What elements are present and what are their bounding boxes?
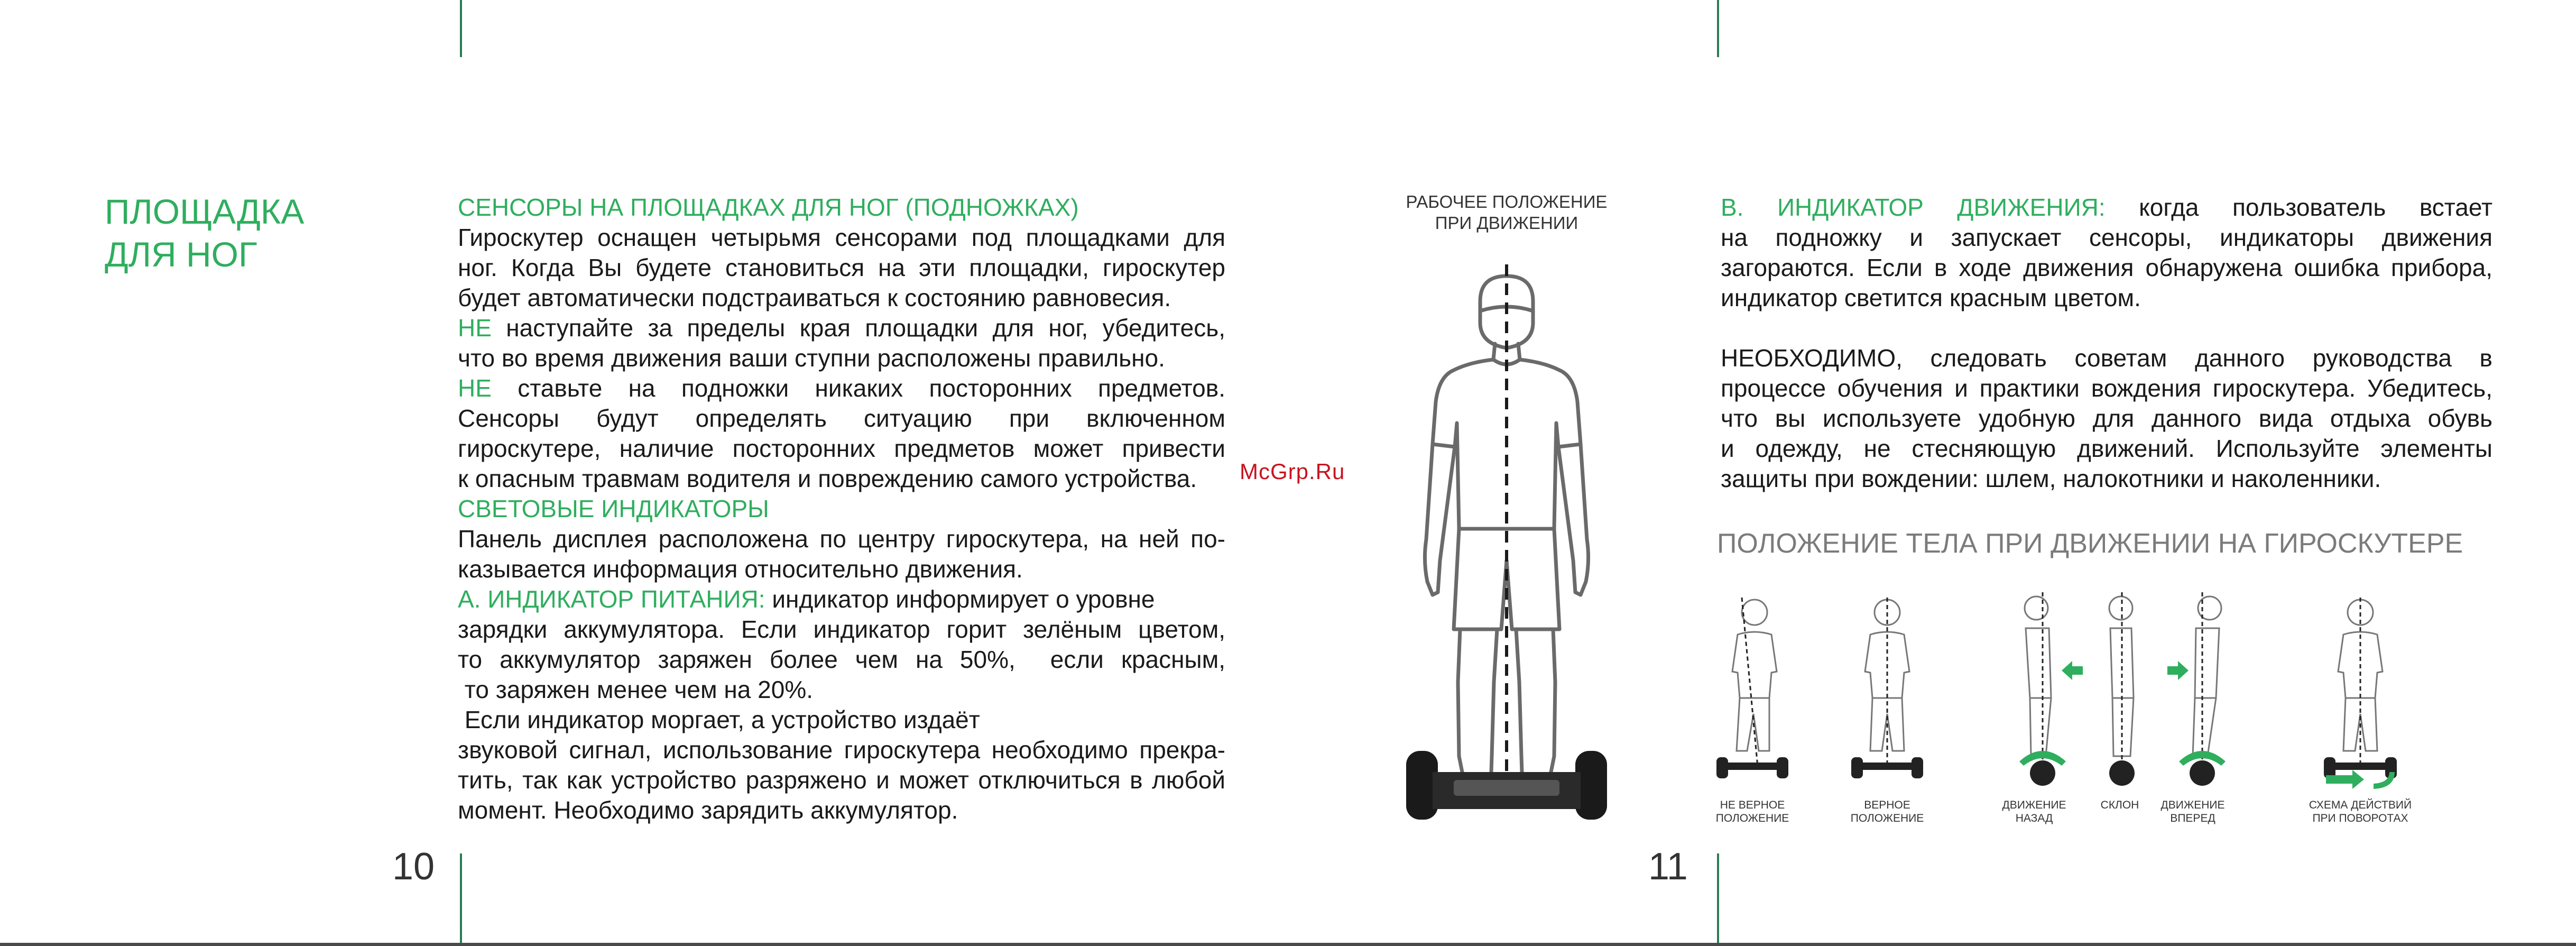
pose-correct-position-figure [1845,592,1929,793]
pose-label-line2: ПРИ ПОВОРОТАХ [2312,812,2408,824]
power-line: момент. Необходимо зарядить аккумулятор. [458,796,958,824]
sensors-title: СЕНСОРЫ НА ПЛОЩАДКАХ ДЛЯ НОГ (ПОДНОЖКАХ) [458,194,1079,221]
power-line: тить, так как устройство разряжено и может отключиться в любой [458,766,1225,794]
pose-label-line2: НАЗАД [2015,812,2053,824]
motion-line: на подножку и запускает сенсоры, индикаторы движения [1721,224,2492,251]
required-line: и одежду, не стесняющую движений. Используйте элементы [1721,435,2492,462]
power-line: зарядки аккумулятора. Если индикатор горит зелёным цветом, [458,616,1225,643]
sensors-line: будет автоматически подстраиваться к состоянию равновесия. [458,284,1171,311]
page-title-line2: ДЛЯ НОГ [105,234,257,274]
top-rule-left [460,0,462,57]
pose-turning-scheme-figure [2315,592,2405,793]
indicators-title: СВЕТОВЫЕ ИНДИКАТОРЫ [458,495,769,522]
required-line: НЕОБХОДИМО, следовать советам данного руководства в [1721,344,2492,372]
power-line: то аккумулятор заряжен более чем на 50%, если красным, [458,646,1225,673]
required-line: что вы используете удобную для данного вида отдыха обувь [1721,405,2492,432]
warning-2-line: Сенсоры будут определять ситуацию при включенном [458,405,1225,432]
warning-1 [458,313,1225,343]
pose-label-line1: ДВИЖЕНИЕ [2002,799,2066,811]
pose-label-line1: ДВИЖЕНИЕ [2160,799,2225,811]
spacer [1721,313,2492,343]
left-text-column [458,192,1225,825]
power-indicator [458,584,1225,614]
warning-1-text: наступайте за пределы края площадки для ног, убедитесь, [491,314,1225,342]
arrow-back-icon [2062,661,2083,680]
warning-2 [458,373,1225,403]
pose-label-line2: ПОЛОЖЕНИЕ [1850,812,1924,824]
figure-caption [1390,191,1623,234]
pose-label-line1: СХЕМА ДЕЙСТВИЙ [2309,799,2412,811]
motion-indicator-text: когда пользователь встает [2105,194,2493,221]
pose-wrong-position-figure [1710,592,1795,793]
indicators-line: казывается информация относительно движения. [458,555,1023,583]
pose-label [1824,798,1951,825]
rider-left-leg [1458,629,1497,788]
warning-2-text: ставьте на подножки никаких посторонних предметов. [491,374,1225,402]
pose-label-line1: ВЕРНОЕ [1864,799,1910,811]
warning-1-word: НЕ [458,314,492,342]
bottom-rule-right [1717,853,1719,943]
top-rule-right [1717,0,1719,57]
figure-caption-line2: ПРИ ДВИЖЕНИИ [1435,213,1578,233]
warning-2-word: НЕ [458,374,492,402]
pose-label [1689,798,1816,825]
motion-line: загораются. Если в ходе движения обнаружена ошибка прибора, [1721,254,2492,281]
required-line: процессе обучения и практики вождения гироскутера. Убедитесь, [1721,374,2492,402]
pose-label-line1: СКЛОН [2100,799,2139,811]
warning-2-line: гироскутере, наличие посторонних предметов может привести [458,435,1225,462]
right-text-column [1721,192,2492,494]
rider-right-arm [1558,444,1589,595]
rider-illustration [1396,264,1618,825]
required-line: защиты при вождении: шлем, налокотники и наколенники. [1721,465,2381,492]
pose-label [2297,798,2424,825]
power-line: Если индикатор моргает, а устройство издаёт [458,706,980,733]
sensors-line: ног. Когда Вы будете становиться на эти площадки, гироскутер [458,254,1225,281]
motion-line: индикатор светится красным цветом. [1721,284,2141,311]
motion-indicator [1721,192,2492,223]
pose-label-line1: НЕ ВЕРНОЕ [1720,799,1785,811]
page-bottom-border [0,943,2576,946]
body-position-title: ПОЛОЖЕНИЕ ТЕЛА ПРИ ДВИЖЕНИИ НА ГИРОСКУТЕРЕ [1717,528,2463,559]
power-line: звуковой сигнал, использование гироскутера необходимо прекра- [458,736,1225,764]
warning-1-line2: что во время движения ваши ступни расположены правильно. [458,344,1165,372]
page-number-left: 10 [392,846,435,888]
pose-slope-figure [2083,587,2157,793]
power-indicator-title: А. ИНДИКАТОР ПИТАНИЯ: [458,585,765,613]
pose-move-back-figure [1998,587,2088,793]
page-title-line1: ПЛОЩАДКА [105,192,304,231]
page-title [105,190,304,275]
bottom-rule-left [460,853,462,943]
indicators-line: Панель дисплея расположена по центру гироскутера, на ней по- [458,525,1225,553]
watermark: McGrp.Ru [1240,459,1345,484]
pose-label-line2: ВПЕРЕД [2170,812,2215,824]
figure-caption-line1: РАБОЧЕЕ ПОЛОЖЕНИЕ [1406,192,1608,212]
sensors-line: Гироскутер оснащен четырьмя сенсорами под площадками для [458,224,1225,251]
page-number-right: 11 [1648,846,1688,888]
turn-arrow-icon [2374,772,2395,789]
rider-right-leg [1516,629,1555,788]
power-indicator-text: индикатор информирует о уровне [765,585,1155,613]
arrow-forward-icon [2167,661,2189,680]
warning-2-line: к опасным травмам водителя и повреждению самого устройства. [458,465,1197,492]
power-line: то заряжен менее чем на 20%. [458,676,814,703]
rider-left-arm [1425,444,1455,595]
pose-label-line2: ПОЛОЖЕНИЕ [1715,812,1789,824]
pose-move-forward-figure [2157,587,2247,793]
pose-label [2129,798,2256,825]
motion-indicator-title: В. ИНДИКАТОР ДВИЖЕНИЯ: [1721,194,2106,221]
